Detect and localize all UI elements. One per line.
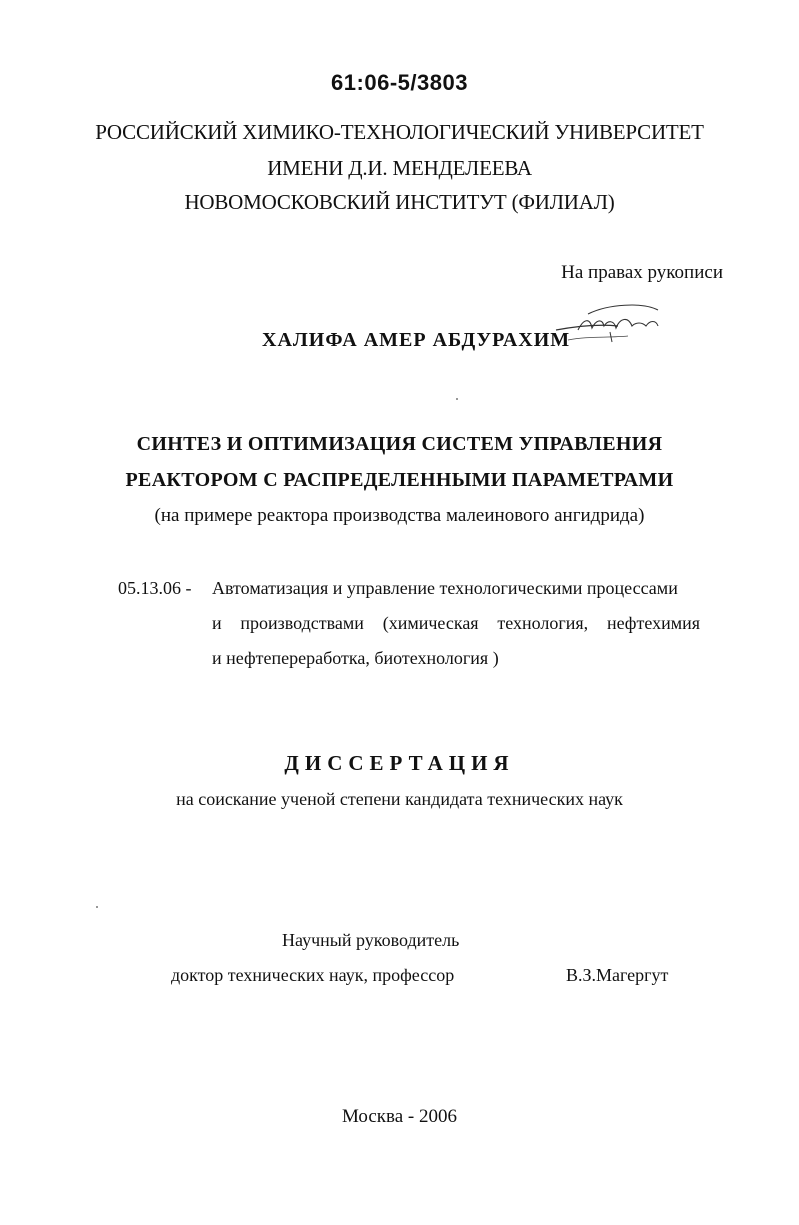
title-line-2: РЕАКТОРОМ С РАСПРЕДЕЛЕННЫМИ ПАРАМЕТРАМИ — [125, 469, 674, 491]
dissertation-heading: ДИССЕРТАЦИЯ — [284, 751, 515, 775]
institution-line-2: ИМЕНИ Д.И. МЕНДЕЛЕЕВА — [267, 156, 532, 180]
institution-line-3: НОВОМОСКОВСКИЙ ИНСТИТУТ (ФИЛИАЛ) — [184, 190, 615, 214]
rights-note: На правах рукописи — [561, 262, 723, 283]
specialty-line-3: и нефтепереработка, биотехнология ) — [212, 648, 499, 668]
degree-line: на соискание ученой степени кандидата технических наук — [176, 789, 623, 809]
title-subtitle: (на примере реактора производства малеинового ангидрида) — [154, 505, 645, 526]
institution-line-1: РОССИЙСКИЙ ХИМИКО-ТЕХНОЛОГИЧЕСКИЙ УНИВЕРСИТЕТ — [95, 120, 704, 144]
city-year: Москва - 2006 — [341, 1106, 458, 1127]
title-line-1: СИНТЕЗ И ОПТИМИЗАЦИЯ СИСТЕМ УПРАВЛЕНИЯ — [136, 433, 663, 455]
supervisor-title: доктор технических наук, профессор — [171, 965, 455, 985]
specialty-code: 05.13.06 - — [118, 578, 192, 598]
scan-speck — [96, 906, 98, 908]
author-signature — [548, 296, 668, 356]
specialty-line-1: Автоматизация и управление технологическими процессами — [212, 578, 678, 598]
scan-speck — [456, 398, 458, 400]
supervisor-name: В.З.Магергут — [566, 965, 669, 985]
supervisor-label: Научный руководитель — [282, 930, 460, 950]
document-code: 61:06-5/3803 — [331, 70, 468, 95]
author-name: ХАЛИФА АМЕР АБДУРАХИМ — [262, 329, 571, 351]
specialty-line-2: и производствами (химическая технология, нефтехимия — [212, 613, 700, 633]
